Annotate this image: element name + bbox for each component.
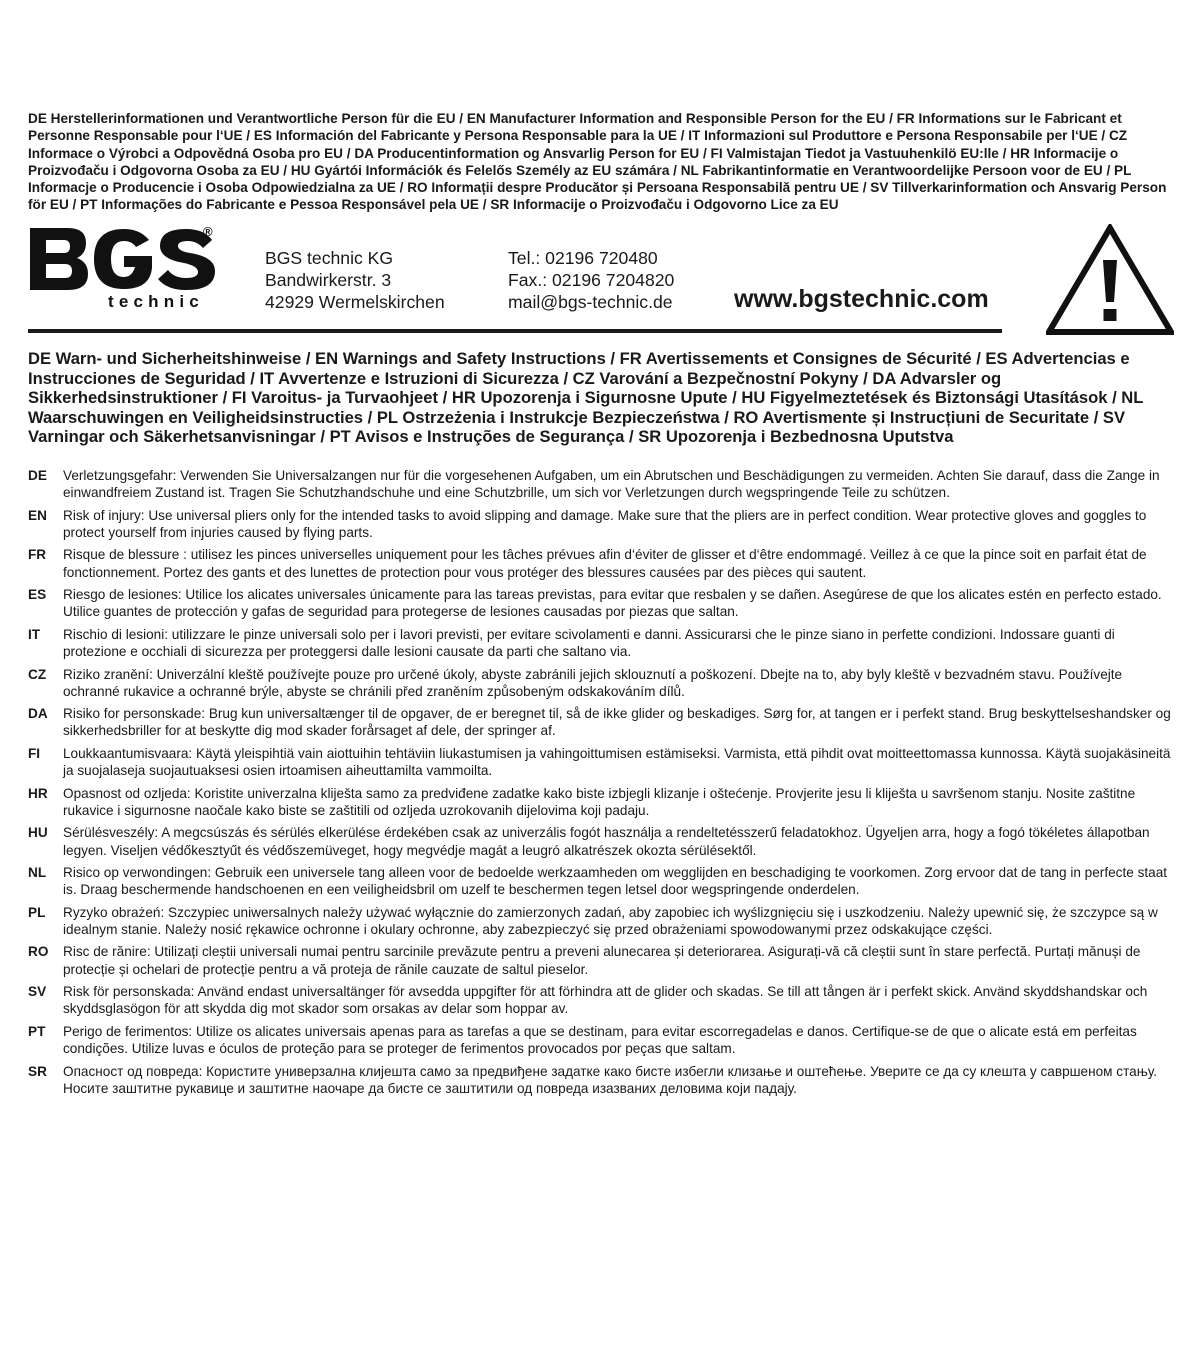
instruction-entry-it [28,626,1178,660]
instruction-text: Rischio di lesioni: utilizzare le pinze universali solo per i lavori previsti, per evitare scivolamenti e danni. Assicurarsi che le pinze siano in perfette condizioni. Indossare guanti di protezione e occhiali di sicurezza per proteggersi dalle lesioni causate da parti che saltano via. [63,626,1115,660]
language-code: SV [28,984,47,1000]
safety-instructions-list [28,467,1178,1102]
instruction-entry-hr [28,785,1178,819]
instruction-entry-hu [28,824,1178,858]
safety-instructions-heading: DE Warn- und Sicherheitshinweise / EN Warnings and Safety Instructions / FR Avertissements et Consignes de Sécurité / ES Advertencias e Instrucciones de Seguridad / IT Avvertenze e Istruzioni di Sicurezza / CZ Varování a Bezpečnostní Pokyny / DA Advarsler og Sikkerhedsinstruktioner / FI Varoitus- ja Turvaohjeet / HR Upozorenja i Sigurnosne Upute / HU Figyelmeztetések és Biztonsági Utasítások / NL Waarschuwingen en Veiligheidsinstructies / PL Ostrzeżenia i Instrukcje Bezpieczeństwa / RO Avertismente și Instrucțiuni de Securitate / SV Varningar och Säkerhetsanvisningar / PT Avisos e Instruções de Segurança / SR Upozorenja i Bezbednosna Uputstva [28,349,1144,447]
instruction-text: Risico op verwondingen: Gebruik een universele tang alleen voor de bedoelde werkzaamheden om wegglijden en beschadiging te voorkomen. Zorg ervoor dat de tang in perfecte staat is. Draag beschermende handschoenen en een veiligheidsbril om uzelf te beschermen tegen letsel door wegspringende onderdelen. [63,865,1168,898]
header-divider [28,329,1002,333]
street-address: Bandwirkerstr. 3 [265,270,392,291]
language-code: ES [28,587,47,603]
instruction-text: Riesgo de lesiones: Utilice los alicates universales únicamente para las tareas previstas, para evitar que resbalen y se dañen. Asegúrese de que los alicates estén en perfecto estado. Utilice guantes de protección y gafas de seguridad para protegerse de lesiones causadas por piezas que saltan. [63,587,1162,620]
company-name: BGS technic KG [265,248,394,268]
instruction-text: Risque de blessure : utilisez les pinces universelles uniquement pour les tâches prévues afin d‘éviter de glisser et d‘être endommagé. Veillez à ce que la pince soit en parfait état de fonctionnement. Portez des gants et des lunettes de protection pour vous protéger des blessures causées par des pièces qui sautent. [63,547,1147,580]
instruction-entry-pl [28,904,1178,938]
contact-details [508,247,674,314]
language-code: DA [28,706,48,722]
language-code: SR [28,1063,47,1079]
instruction-text: Opasnost od ozljeda: Koristite univerzalna kliješta samo za predviđene zadatke kako biste izbjegli klizanje i oštećenje. Provjerite jesu li kliješta u savršenom stanju. Nosite zaštitne rukavice i sigurnosne naočale kako biste se zaštitili od ozljeda uzrokovanih dijelovima koji padaju. [63,785,1136,818]
instruction-text: Loukkaantumisvaara: Käytä yleispihtiä vain aiottuihin tehtäviin liukastumisen ja vahingoittumisen estämiseksi. Varmista, että pihdit ovat moitteettomassa kunnossa. Käytä suojakäsineitä ja suojalaseja suojautuaksesi osien irtoamisen aiheuttamilta vammoilta. [63,745,1171,779]
language-code: FI [28,745,41,761]
instruction-entry-de [28,467,1178,501]
instruction-entry-cz [28,666,1178,700]
language-code: PT [28,1023,46,1039]
instruction-entry-es [28,586,1178,620]
bgs-logo-mark [28,226,218,292]
instruction-text: Verletzungsgefahr: Verwenden Sie Universalzangen nur für die vorgesehenen Aufgaben, um ein Abrutschen und Beschädigungen zu vermeiden. Achten Sie darauf, dass die Zange in einwandfreiem Zustand ist. Tragen Sie Schutzhandschuhe und eine Schutzbrille, um sich vor Verletzungen durch wegspringende Teile zu schützen. [63,468,1160,501]
language-code: HU [28,825,48,841]
registered-mark: ® [203,224,213,239]
instruction-text: Risk för personskada: Använd endast universaltänger för avsedda uppgifter för att förhindra att de glider och skadas. Se till att tången är i perfekt skick. Använd skyddshandskar och skyddsglasögon för att skydda dig mot skador som orsakas av delar som hoppar av. [63,984,1148,1017]
instruction-text: Sérülésveszély: A megcsúszás és sérülés elkerülése érdekében csak az univerzális fogót használja a rendeltetésszerű feladatokhoz. Ügyeljen arra, hogy a fogó tökéletes állapotban legyen. Viseljen védőkesztyűt és védőszemüveget, hogy megvédje magát a leugró alkatrészek okozta sérülésektől. [63,825,1150,858]
instruction-entry-sv [28,983,1178,1017]
language-code: RO [28,944,49,960]
city-address: 42929 Wermelskirchen [265,292,445,313]
language-code: HR [28,785,48,801]
bgs-technic-logo [28,226,218,314]
fax-number: Fax.: 02196 7204820 [508,270,675,291]
instruction-text: Perigo de ferimentos: Utilize os alicates universais apenas para as tarefas a que se destinam, para evitar escorregadelas e danos. Certifique-se de que o alicate está em perfeitas condições. Utilize luvas e óculos de proteção para se proteger de ferimentos provocados por peças que saltam. [63,1023,1137,1057]
company-address [265,247,445,314]
instruction-entry-ro [28,943,1178,977]
instruction-text: Risc de rănire: Utilizați cleștii universali numai pentru sarcinile prevăzute pentru a preveni alunecarea și deteriorarea. Asigurați-vă că cleștii sunt în stare perfectă. Purtați mănuși de protecție și ochelari de protecție pentru a vă proteja de rănile cauzate de saltul pieselor. [63,944,1141,977]
instruction-entry-nl [28,864,1178,898]
language-code: IT [28,626,41,642]
instruction-text: Riziko zranění: Univerzální kleště používejte pouze pro určené úkoly, abyste zabránili jejich sklouznutí a poškození. Dbejte na to, aby byly kleště v bezvadném stavu. Používejte ochranné rukavice a ochranné brýle, abyste se chránili před zraněním způsobeným odskakováním dílů. [63,666,1123,699]
language-code: EN [28,507,47,523]
language-code: FR [28,547,47,563]
logo-subtitle: technic [108,292,204,311]
instruction-text: Ryzyko obrażeń: Szczypiec uniwersalnych należy używać wyłącznie do zamierzonych zadań, aby zapobiec ich wyślizgnięciu się i uszkodzeniu. Należy upewnić się, że szczypce są w idealnym stanie. Należy nosić rękawice ochronne i okulary ochronne, aby zabezpieczyć się przed obrażeniami spowodowanymi przez odskakujące części. [63,904,1158,937]
language-code: CZ [28,666,47,682]
instruction-entry-fr [28,546,1178,580]
email-address: mail@bgs-technic.de [508,292,673,313]
warning-triangle-icon [1046,224,1174,336]
manufacturer-info-heading: DE Herstellerinformationen und Verantwortliche Person für die EU / EN Manufacturer Information and Responsible Person for the EU / FR Informations sur le Fabricant et Personne Responsable pour l‘UE / ES Información del Fabricante y Persona Responsable para la UE / IT Informazioni sul Produttore e Persona Responsabile per l‘UE / CZ Informace o Výrobci a Odpovědná Osoba pro EU / DA Producentinformation og Ansvarlig Person for EU / FI Valmistajan Tiedot ja Vastuuhenkilö EU:lle / HR Informacije o Proizvođaču i Odgovorna Osoba za EU / HU Gyártói Információk és Felelős Személy az EU számára / NL Fabrikantinformatie en Verantwoordelijke Persoon voor de EU / PL Informacje o Producencie i Osoba Odpowiedzialna za UE / RO Informații despre Producător și Persoana Responsabilă pentru UE / SV Tillverkarinformation och Ansvarig Person för EU / PT Informações do Fabricante e Pessoa Responsável pela UE / SR Informacije o Proizvođaču i Odgovorno Lice za EU [28,111,1167,213]
instruction-text: Risiko for personskade: Brug kun universaltænger til de opgaver, de er beregnet til, så de ikke glider og beskadiges. Sørg for, at tangen er i perfekt stand. Brug beskyttelseshandsker og sikkerhedsbriller for at beskytte dig mod skader forårsaget af dele, der springer af. [63,706,1171,739]
instruction-text: Опасност од повреда: Користите универзална клијешта само за предвиђене задатке како бисте избегли клизање и оштећење. Уверите се да су клешта у савршеном стању. Носите заштитне рукавице и заштитне наочаре да бисте се заштитили од повреда изазваних деловима који падају. [63,1063,1157,1096]
instruction-text: Risk of injury: Use universal pliers only for the intended tasks to avoid slipping and damage. Make sure that the pliers are in perfect condition. Wear protective gloves and goggles to protect yourself from injuries caused by flying parts. [63,507,1147,540]
instruction-entry-sr [28,1063,1178,1097]
language-code: NL [28,865,47,881]
instruction-entry-da [28,705,1178,739]
instruction-entry-en [28,507,1178,541]
instruction-entry-fi [28,745,1178,779]
language-code: DE [28,468,47,483]
website-url: www.bgstechnic.com [734,285,989,313]
instruction-entry-pt [28,1023,1178,1057]
language-code: PL [28,904,46,920]
telephone-number: Tel.: 02196 720480 [508,248,658,268]
